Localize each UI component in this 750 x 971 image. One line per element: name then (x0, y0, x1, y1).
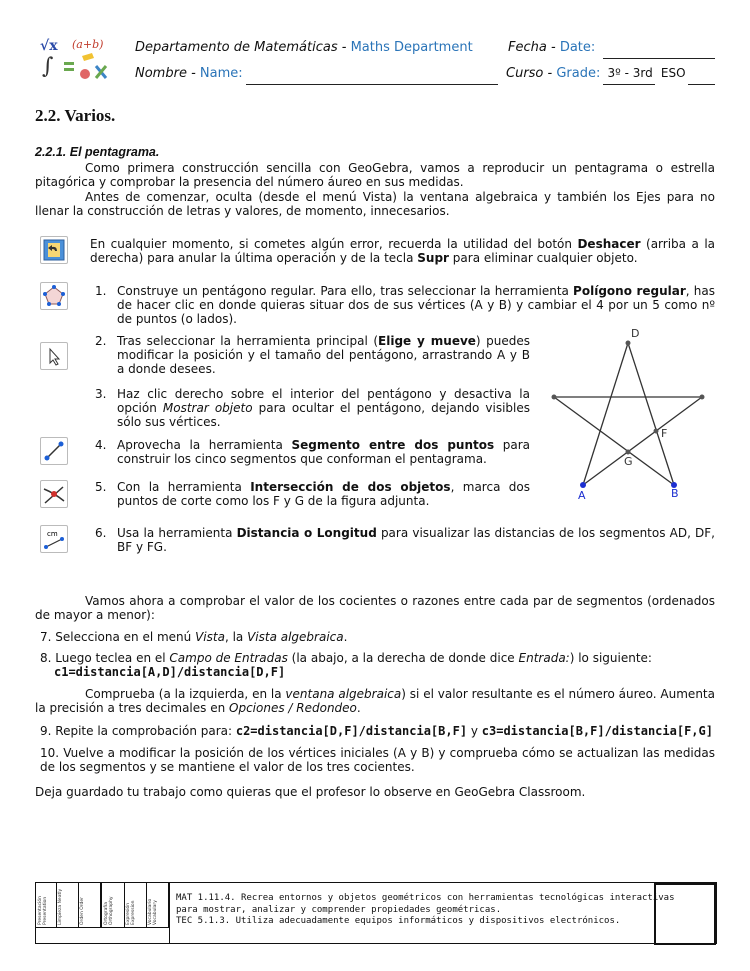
logo-symbols-icon (60, 52, 108, 82)
step-9: 9. Repite la comprobación para: c2=distancia[D,F]/distancia[B,F] y c3=distancia[B,F]/distancia[F,G] (40, 724, 713, 738)
move-arrow-icon (40, 342, 68, 370)
vertex-left (552, 395, 557, 400)
regular-polygon-icon (40, 282, 68, 310)
undo-note: En cualquier momento, si cometes algún error, recuerda la utilidad del botón Deshacer (arriba a la derecha) para anular la última operación y de la tecla Supr para eliminar cualquier objeto. (90, 237, 716, 265)
step-3: 3. Haz clic derecho sobre el interior del pentágono y desactiva la opción Mostrar objeto para ocultar el pentágono, dejando visibles sólo sus vértices. (95, 387, 530, 429)
footer-rubric (35, 882, 717, 944)
label-g: G (624, 455, 633, 468)
intro-paragraph-1: Como primera construcción sencilla con GeoGebra, vamos a reproducir un pentagrama o estrella pitagórica y comprobar la presencia del número áureo en sus medidas. (35, 161, 715, 189)
rubric-cell-orthography: Ortografía Orthography (102, 883, 125, 927)
grade-box[interactable] (654, 883, 716, 945)
label-a: A (578, 489, 586, 502)
header-date-label: Fecha - Date: (508, 40, 596, 55)
label-f: F (661, 427, 668, 440)
logo-integral: ∫ (42, 54, 54, 79)
header-grade-label: Curso - Grade: 3º - 3rd ESO (506, 66, 686, 81)
rubric-cell-vocabulary: Vocabulario Vocabulary (146, 883, 169, 927)
segment-b-left (554, 397, 674, 485)
rubric-divider (169, 883, 170, 943)
vertex-a (580, 482, 586, 488)
part2-intro: Vamos ahora a comprobar el valor de los cocientes o razones entre cada par de segmentos (ordenados de mayor a menor): (35, 594, 715, 622)
pentagram-figure (540, 325, 720, 505)
subsection-title: 2.2.1. El pentagrama. (35, 145, 160, 159)
grade-line-1 (603, 84, 655, 85)
logo-sqrt: √x (40, 38, 58, 54)
vertex-d (626, 341, 631, 346)
header-name-label: Nombre - Name: (135, 66, 243, 81)
intro-paragraph-2: Antes de comenzar, oculta (desde el menú Vista) la ventana algebraica y también los Ejes para no llenar la construcción de letras y valores, de momento, innecesarios. (35, 190, 715, 218)
undo-tool-icon (40, 236, 68, 264)
segment-icon (40, 437, 68, 465)
segment-right-a (583, 397, 702, 485)
step-6: 6. Usa la herramienta Distancia o Longitud para visualizar las distancias de los segmentos AD, DF, BF y FG. (95, 526, 715, 554)
step-5: 5. Con la herramienta Intersección de dos objetos, marca dos puntos de corte como los F y G de la figura adjunta. (95, 480, 531, 508)
icon-cm-label: cm (47, 530, 58, 538)
check-paragraph: Comprueba (a la izquierda, en la ventana algebraica) si el valor resultante es el número áureo. Aumenta la precisión a tres decimales en Opciones / Redondeo. (35, 687, 715, 715)
point-g (626, 450, 631, 455)
date-line[interactable] (603, 58, 715, 59)
rubric-cell-expression: Expresión Expression (124, 883, 147, 927)
step-7: 7. Selecciona en el menú Vista, la Vista algebraica. (40, 630, 348, 644)
code-c2: c2=distancia[D,F]/distancia[B,F] (235, 724, 468, 738)
intersection-icon (40, 480, 68, 508)
rubric-cell-order: Orden Order (78, 883, 102, 927)
distance-icon (40, 525, 68, 553)
header-dept: Departamento de Matemáticas - Maths Department (135, 40, 473, 55)
section-title: 2.2. Varios. (35, 106, 116, 125)
rubric-cell-presentation: Presentación Presentation (36, 883, 57, 927)
step-10: 10. Vuelve a modificar la posición de los vértices iniciales (A y B) y comprueba cómo se actualizan las medidas de los segmentos y se mantiene el valor de los tres cocientes. (40, 746, 715, 774)
vertex-right (700, 395, 705, 400)
code-c3: c3=distancia[B,F]/distancia[F,G] (481, 724, 713, 738)
rubric-cell-neatly: Limpieza Neatly (56, 883, 79, 927)
segment-ad (583, 343, 628, 485)
name-line[interactable] (246, 84, 498, 85)
step-2: 2. Tras seleccionar la herramienta principal (Elige y mueve) puedes modificar la posición y el tamaño del pentágono, arrastrando A y B a donde desees. (95, 334, 530, 376)
rubric-score-row (36, 927, 169, 928)
math-logo (38, 38, 110, 84)
point-f (654, 429, 659, 434)
step-4: 4. Aprovecha la herramienta Segmento entre dos puntos para construir los cinco segmentos que conforman el pentagrama. (95, 438, 531, 466)
logo-ab: (a+b) (72, 38, 104, 51)
step-8: 8. Luego teclea en el Campo de Entradas (la abajo, a la derecha de donde dice Entrada:) lo siguiente: c1=distancia[A,D]/distancia[D,F] (40, 651, 715, 679)
footer-criteria: MAT 1.11.4. Recrea entornos y objetos geométricos con herramientas tecnológicas interactivas para mostrar, analizar y comprender propiedades geométricas. TEC 5.1.3. Utiliza adecuadamente equipos informáticos y dispositivos electrónicos. (176, 893, 675, 926)
segment-db (628, 343, 674, 485)
closing-paragraph: Deja guardado tu trabajo como quieras que el profesor lo observe en GeoGebra Classroom. (35, 785, 586, 799)
label-b: B (671, 487, 679, 500)
step-1: 1. Construye un pentágono regular. Para ello, tras seleccionar la herramienta Polígono regular, has de hacer clic en donde quieras situar dos de sus vértices (A y B) y cambiar el 4 por un 5 como nº de puntos (o lados). (95, 284, 715, 326)
code-c1: c1=distancia[A,D]/distancia[D,F] (54, 665, 286, 679)
label-d: D (631, 327, 640, 340)
grade-line-2 (688, 84, 715, 85)
